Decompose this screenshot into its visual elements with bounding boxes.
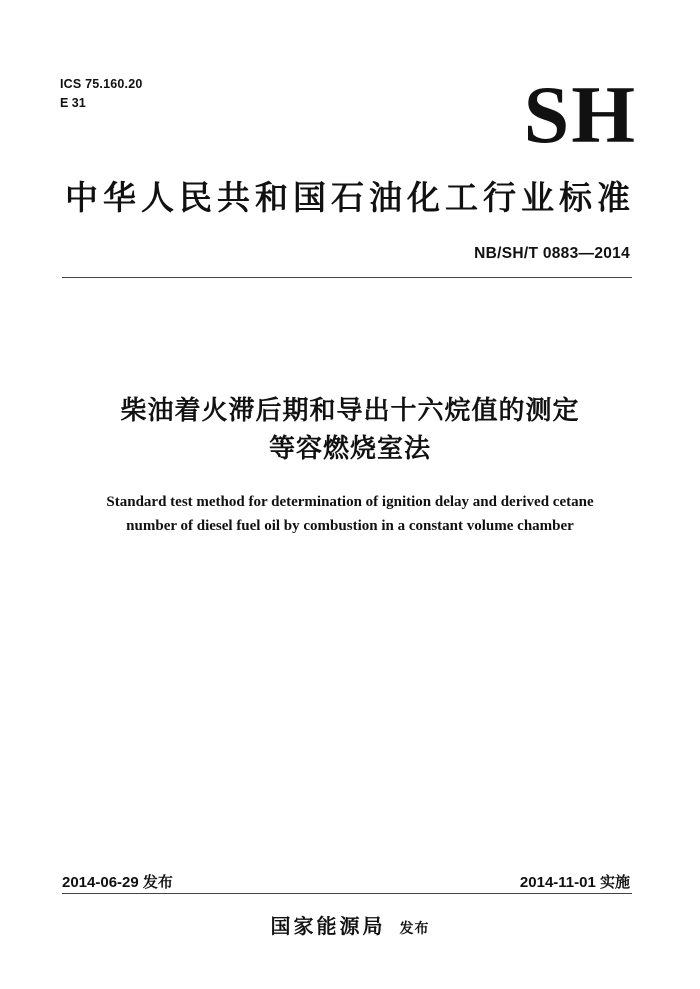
top-divider bbox=[62, 277, 632, 278]
standard-mark: SH bbox=[523, 69, 637, 160]
implementation-date: 2014-11-01 实施 bbox=[519, 874, 630, 891]
issuer bbox=[0, 913, 700, 942]
classification-code: E 31 bbox=[60, 96, 86, 110]
standard-organization-title: 中华人民共和国石油化工行业标准 bbox=[65, 178, 635, 217]
ics-code: ICS 75.160.20 bbox=[60, 77, 143, 91]
bottom-divider bbox=[62, 893, 632, 894]
english-title bbox=[0, 490, 700, 538]
issuer-verb: 发布 bbox=[399, 921, 430, 937]
chinese-title bbox=[0, 392, 700, 468]
english-title-line-1: Standard test method for determination of ignition delay and derived cetane bbox=[106, 494, 594, 510]
english-title-line-2: number of diesel fuel oil by combustion in a constant volume chamber bbox=[126, 518, 574, 534]
standard-number: NB/SH/T 0883—2014 bbox=[474, 245, 630, 262]
issuer-name: 国家能源局 bbox=[270, 914, 386, 938]
chinese-title-line-1: 柴油着火滞后期和导出十六烷值的测定 bbox=[120, 396, 580, 426]
chinese-title-line-2: 等容燃烧室法 bbox=[268, 434, 431, 464]
issue-date: 2014-06-29 发布 bbox=[62, 874, 173, 891]
